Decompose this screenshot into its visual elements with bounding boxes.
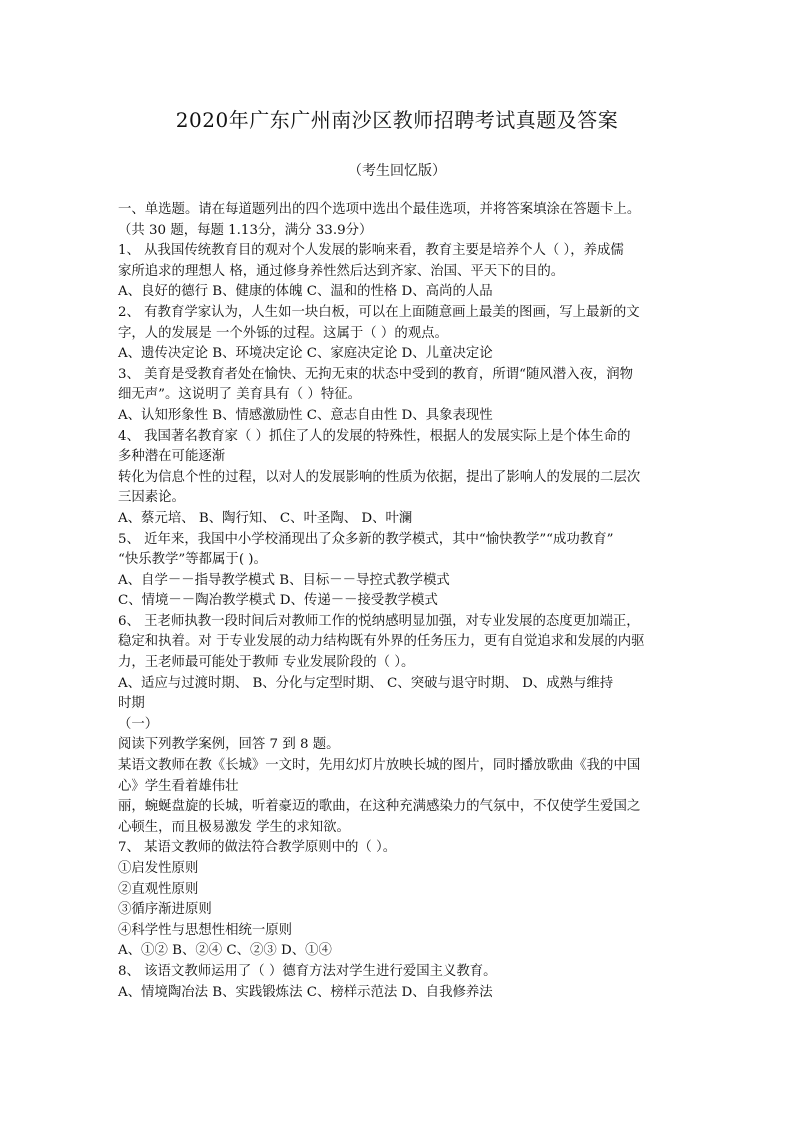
page-subtitle: （考生回忆版） <box>348 163 446 179</box>
text-line: 阅读下列教学案例，回答 7 到 8 题。 <box>118 737 340 753</box>
text-line: A、认知形象性 B、情感激励性 C、意志自由性 D、具象表现性 <box>118 407 493 423</box>
text-line: A、①② B、②④ C、②③ D、①④ <box>118 943 332 959</box>
text-line: 2、 有教育学家认为，人生如一块白板，可以在上面随意画上最美的图画，写上最新的文 <box>118 304 640 320</box>
text-line: 细无声”。这说明了 美育具有（ ）特征。 <box>118 387 361 403</box>
text-line: A、自学－－指导教学模式 B、目标－－导控式教学模式 <box>118 572 450 588</box>
text-line: 多种潜在可能逐渐 <box>118 449 226 465</box>
question-body <box>118 200 678 1003</box>
text-line: 一、单选题。请在每道题列出的四个选项中选出个最佳选项，并将答案填涂在答题卡上。 <box>118 202 641 217</box>
text-line: A、适应与过渡时期、 B、分化与定型时期、 C、突破与退守时期、 D、成熟与维持 <box>118 675 614 691</box>
text-line: 心顿生，而且极易激发 学生的求知欲。 <box>118 819 350 835</box>
text-line: 家所追求的理想人 格，通过修身养性然后达到齐家、治国、平天下的目的。 <box>118 263 565 279</box>
text-line: （共 30 题，每题 1.13分，满分 33.9分） <box>118 222 373 238</box>
text-line: 1、 从我国传统教育目的观对个人发展的影响来看，教育主要是培养个人（ ），养成儒 <box>118 243 624 259</box>
text-line: 7、 某语文教师的做法符合教学原则中的（ ）。 <box>118 840 397 856</box>
text-line: C、情境－－陶冶教学模式 D、传递－－接受教学模式 <box>118 593 438 609</box>
text-line: 心》学生看着雄伟壮 <box>118 778 239 794</box>
text-line: 6、 王老师执教一段时间后对教师工作的悦纳感明显加强，对专业发展的态度更加端正， <box>118 613 640 629</box>
text-line: 丽，蜿蜒盘旋的长城，听着豪迈的歌曲，在这种充满感染力的气氛中，不仅使学生爱国之 <box>118 799 641 815</box>
text-line: ③循序渐进原则 <box>118 902 212 918</box>
text-line: A、良好的德行 B、健康的体魄 C、温和的性格 D、高尚的人品 <box>118 284 493 300</box>
text-line: 时期 <box>118 696 145 712</box>
text-line: 稳定和执着。对 于专业发展的动力结构既有外界的任务压力，更有自觉追求和发展的内驱 <box>118 634 645 650</box>
text-line: 某语文教师在教《长城》一文时，先用幻灯片放映长城的图片，同时播放歌曲《我的中国 <box>118 758 641 774</box>
text-line: 转化为信息个性的过程，以对人的发展影响的性质为依据，提出了影响人的发展的二层次 <box>118 469 641 485</box>
text-line: 力，王老师最可能处于教师 专业发展阶段的（ ）。 <box>118 655 415 671</box>
page-title: 2020年广东广州南沙区教师招聘考试真题及答案 <box>175 108 619 132</box>
text-line: A、遗传决定论 B、环境决定论 C、家庭决定论 D、儿童决定论 <box>118 346 493 362</box>
text-line: （一） <box>118 716 159 732</box>
text-line: 5、 近年来，我国中小学校涌现出了众多新的教学模式，其中“愉快教学”“成功教育” <box>118 531 614 547</box>
text-line: 字，人的发展是 一个外铄的过程。这属于（ ）的观点。 <box>118 325 448 341</box>
text-line: ②直观性原则 <box>118 881 199 897</box>
text-line: A、蔡元培、 B、陶行知、 C、叶圣陶、 D、叶澜 <box>118 510 413 526</box>
text-line: 三因素论。 <box>118 490 185 506</box>
text-line: 3、 美育是受教育者处在愉快、无拘无束的状态中受到的教育，所谓“随风潜入夜，润物 <box>118 366 634 382</box>
text-line: ①启发性原则 <box>118 861 199 876</box>
text-line: “快乐教学”等都属于( )。 <box>118 552 267 568</box>
text-line: ④科学性与思想性相统一原则 <box>118 922 293 938</box>
text-line: 4、 我国著名教育家（ ）抓住了人的发展的特殊性，根据人的发展实际上是个体生命的 <box>118 428 631 444</box>
text-line: A、情境陶冶法 B、实践锻炼法 C、榜样示范法 D、自我修养法 <box>118 984 493 1000</box>
text-line: 8、 该语文教师运用了（ ）德育方法对学生进行爱国主义教育。 <box>118 963 497 979</box>
